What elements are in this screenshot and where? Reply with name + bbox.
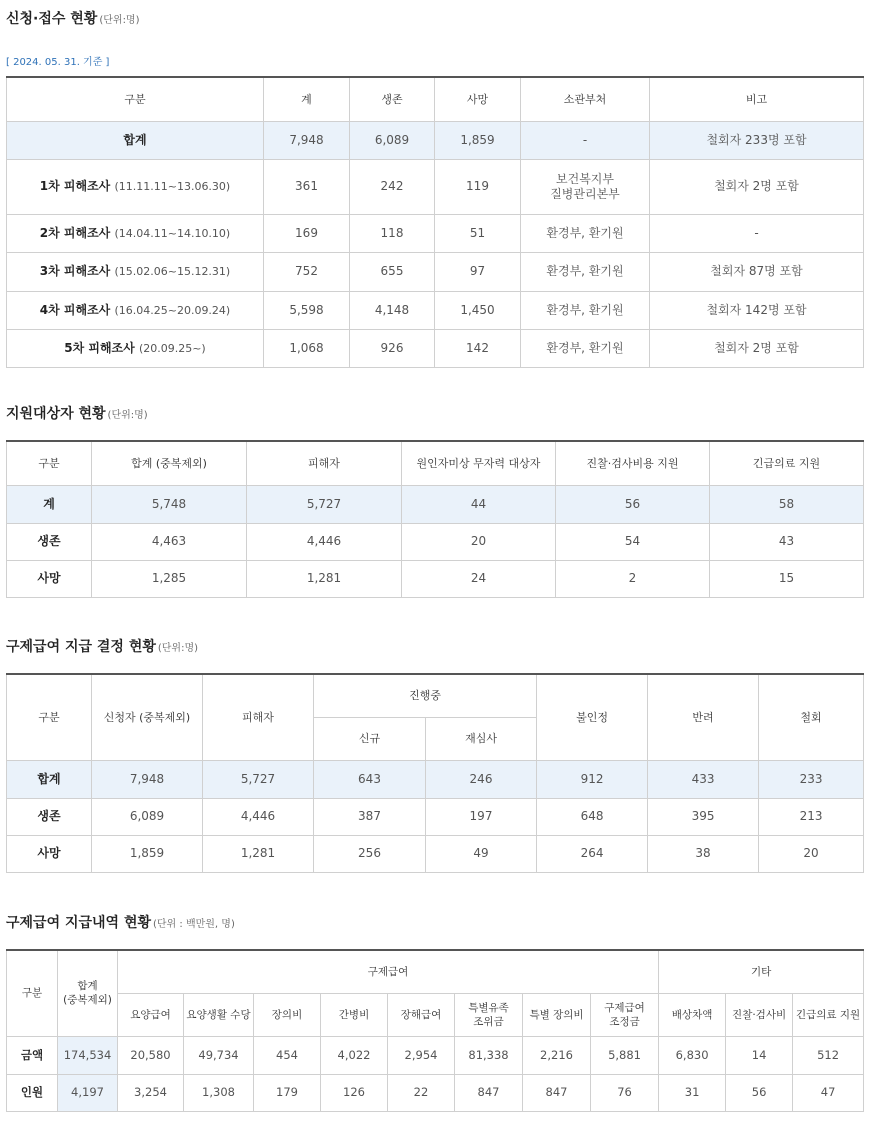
basis-date: [ 2024. 05. 31. 기준 ] <box>6 57 110 68</box>
col-header: 요양생활 수당 <box>184 993 254 1036</box>
table-row <box>7 1074 864 1111</box>
cell: 31 <box>659 1074 726 1111</box>
header-line: 구제급여 <box>604 1001 645 1014</box>
cell: 47 <box>793 1074 864 1111</box>
unit-label: (단위:명) <box>99 15 140 26</box>
cell: 179 <box>254 1074 321 1111</box>
row-label-text: 5차 피해조사 <box>64 340 135 355</box>
section-title-payment-details <box>6 912 235 932</box>
row-label <box>7 159 264 214</box>
row-period: (20.09.25~) <box>138 341 206 355</box>
cell-dead: 97 <box>435 252 521 291</box>
payment-details-table <box>6 949 864 1112</box>
section-title-text: 구제급여 지급 결정 현황 <box>6 639 156 655</box>
cell-note: 철회자 2명 포함 <box>650 329 864 367</box>
col-header: 진찰·검사비용 지원 <box>556 441 710 485</box>
cell: 5,881 <box>591 1036 659 1074</box>
cell: 1,281 <box>203 835 314 872</box>
header-line: 합계 <box>77 980 98 993</box>
cell: 4,463 <box>92 523 247 560</box>
cell-dept: 환경부, 환기원 <box>521 252 650 291</box>
col-header: 간병비 <box>321 993 388 1036</box>
cell: 24 <box>402 560 556 597</box>
cell: 5,727 <box>203 760 314 798</box>
row-label-text: 1차 피해조사 <box>39 179 111 193</box>
cell: 1,859 <box>92 835 203 872</box>
cell-dept: 환경부, 환기원 <box>521 291 650 329</box>
row-label: 계 <box>7 485 92 523</box>
col-header: 장해급여 <box>388 993 455 1036</box>
cell: 233 <box>759 760 864 798</box>
col-header: 구분 <box>7 950 58 1036</box>
header-line: 조위금 <box>473 1015 504 1028</box>
cell: 648 <box>537 798 648 835</box>
cell: 2,216 <box>523 1036 591 1074</box>
cell-dept: 환경부, 환기원 <box>521 329 650 367</box>
cell: 1,281 <box>247 560 402 597</box>
row-label-text: 2차 피해조사 <box>39 225 111 240</box>
section-title-applications <box>6 8 140 28</box>
cell: 4,022 <box>321 1036 388 1074</box>
payment-decisions-table <box>6 673 864 873</box>
col-header: 긴급의료 지원 <box>710 441 864 485</box>
row-label-text: 4차 피해조사 <box>39 302 111 317</box>
col-header: 반려 <box>648 674 759 760</box>
cell: 22 <box>388 1074 455 1111</box>
cell-alive: 6,089 <box>350 121 435 159</box>
col-header: 구분 <box>7 674 92 760</box>
row-period: (14.04.11~14.10.10) <box>114 226 231 240</box>
cell-total: 169 <box>264 214 350 252</box>
col-header: 계 <box>264 77 350 121</box>
col-header: 구분 <box>7 77 264 121</box>
cell-total: 5,598 <box>264 291 350 329</box>
dept-line: 질병관리본부 <box>550 186 620 201</box>
col-header: 신규 <box>314 717 426 760</box>
cell-dead: 142 <box>435 329 521 367</box>
cell-total: 752 <box>264 252 350 291</box>
row-label <box>7 291 264 329</box>
col-header: 장의비 <box>254 993 321 1036</box>
cell-dead: 1,450 <box>435 291 521 329</box>
row-label: 인원 <box>7 1074 58 1111</box>
section-title-text: 지원대상자 현황 <box>6 406 106 422</box>
cell-total: 7,948 <box>264 121 350 159</box>
cell-note: - <box>650 214 864 252</box>
col-header: 원인자미상 무자력 대상자 <box>402 441 556 485</box>
col-header: 진찰·검사비 <box>726 993 793 1036</box>
cell: 5,748 <box>92 485 247 523</box>
cell: 1,308 <box>184 1074 254 1111</box>
cell-note: 철회자 2명 포함 <box>650 159 864 214</box>
col-header-group: 기타 <box>659 950 864 993</box>
unit-label: (단위:명) <box>157 643 199 654</box>
table-row <box>7 252 864 291</box>
cell: 387 <box>314 798 426 835</box>
row-label-text: 3차 피해조사 <box>39 264 111 278</box>
cell-alive: 926 <box>350 329 435 367</box>
cell: 847 <box>523 1074 591 1111</box>
cell-total: 174,534 <box>58 1036 118 1074</box>
row-period: (15.02.06~15.12.31) <box>114 265 231 278</box>
col-header: 소관부처 <box>521 77 650 121</box>
col-header: 구분 <box>7 441 92 485</box>
row-label: 사망 <box>7 560 92 597</box>
table-row <box>7 291 864 329</box>
header-line: 조정금 <box>609 1015 640 1028</box>
cell-dept: - <box>521 121 650 159</box>
table-row <box>7 159 864 214</box>
row-label <box>7 252 264 291</box>
col-header: 합계 (중복제외) <box>92 441 247 485</box>
col-header: 배상차액 <box>659 993 726 1036</box>
cell: 58 <box>710 485 864 523</box>
section-title-text: 구제급여 지급내역 현황 <box>6 915 151 931</box>
table-row <box>7 523 864 560</box>
table-row <box>7 798 864 835</box>
table-row <box>7 1036 864 1074</box>
table-row <box>7 835 864 872</box>
cell: 264 <box>537 835 648 872</box>
section-title-text: 신청·접수 현황 <box>6 11 98 27</box>
cell: 643 <box>314 760 426 798</box>
cell: 4,446 <box>203 798 314 835</box>
col-header: 요양급여 <box>118 993 184 1036</box>
cell-total: 4,197 <box>58 1074 118 1111</box>
col-header <box>455 993 523 1036</box>
cell: 912 <box>537 760 648 798</box>
row-label <box>7 329 264 367</box>
cell: 20 <box>759 835 864 872</box>
support-targets-table <box>6 440 864 598</box>
row-label: 금액 <box>7 1036 58 1074</box>
cell: 49 <box>426 835 537 872</box>
cell: 454 <box>254 1036 321 1074</box>
cell: 256 <box>314 835 426 872</box>
cell: 81,338 <box>455 1036 523 1074</box>
row-label: 생존 <box>7 798 92 835</box>
col-header: 철회 <box>759 674 864 760</box>
table-row <box>7 560 864 597</box>
col-header: 피해자 <box>247 441 402 485</box>
cell: 5,727 <box>247 485 402 523</box>
row-label: 합계 <box>7 760 92 798</box>
table-header-row <box>7 77 864 121</box>
table-header-row <box>7 674 864 717</box>
col-header: 신청자 (중복제외) <box>92 674 203 760</box>
cell-note: 철회자 142명 포함 <box>650 291 864 329</box>
cell-total: 1,068 <box>264 329 350 367</box>
col-header <box>58 950 118 1036</box>
cell: 847 <box>455 1074 523 1111</box>
row-label: 사망 <box>7 835 92 872</box>
cell-dead: 119 <box>435 159 521 214</box>
cell: 6,089 <box>92 798 203 835</box>
unit-label: (단위:명) <box>107 410 148 421</box>
col-header-group: 구제급여 <box>118 950 659 993</box>
table-row <box>7 329 864 367</box>
section-title-payment-decisions <box>6 636 198 656</box>
col-header: 비고 <box>650 77 864 121</box>
table-header-row <box>7 993 864 1036</box>
row-period: (11.11.11~13.06.30) <box>114 180 231 193</box>
cell: 2,954 <box>388 1036 455 1074</box>
cell-note: 철회자 233명 포함 <box>650 121 864 159</box>
col-header: 피해자 <box>203 674 314 760</box>
section-title-support-targets <box>6 403 148 423</box>
cell: 56 <box>726 1074 793 1111</box>
cell: 3,254 <box>118 1074 184 1111</box>
cell: 7,948 <box>92 760 203 798</box>
cell-alive: 655 <box>350 252 435 291</box>
col-header <box>591 993 659 1036</box>
cell-total: 361 <box>264 159 350 214</box>
cell-alive: 118 <box>350 214 435 252</box>
cell: 197 <box>426 798 537 835</box>
cell: 20 <box>402 523 556 560</box>
cell: 38 <box>648 835 759 872</box>
col-header: 생존 <box>350 77 435 121</box>
cell: 44 <box>402 485 556 523</box>
row-label <box>7 214 264 252</box>
table-row <box>7 760 864 798</box>
col-header: 긴급의료 지원 <box>793 993 864 1036</box>
col-header: 특별 장의비 <box>523 993 591 1036</box>
unit-label: (단위 : 백만원, 명) <box>153 919 235 930</box>
cell: 246 <box>426 760 537 798</box>
cell: 433 <box>648 760 759 798</box>
cell: 20,580 <box>118 1036 184 1074</box>
cell-note: 철회자 87명 포함 <box>650 252 864 291</box>
cell: 56 <box>556 485 710 523</box>
dept-line: 보건복지부 <box>556 171 614 186</box>
applications-table <box>6 76 864 368</box>
table-row <box>7 485 864 523</box>
cell: 6,830 <box>659 1036 726 1074</box>
cell: 2 <box>556 560 710 597</box>
cell-dead: 1,859 <box>435 121 521 159</box>
header-line: (중복제외) <box>63 994 112 1007</box>
row-period: (16.04.25~20.09.24) <box>114 303 231 317</box>
cell: 4,446 <box>247 523 402 560</box>
table-header-row <box>7 950 864 993</box>
cell: 1,285 <box>92 560 247 597</box>
cell: 76 <box>591 1074 659 1111</box>
col-header: 사망 <box>435 77 521 121</box>
cell: 126 <box>321 1074 388 1111</box>
cell: 54 <box>556 523 710 560</box>
cell-alive: 242 <box>350 159 435 214</box>
table-row <box>7 214 864 252</box>
cell-dead: 51 <box>435 214 521 252</box>
cell-dept: 환경부, 환기원 <box>521 214 650 252</box>
col-header: 재심사 <box>426 717 537 760</box>
cell: 512 <box>793 1036 864 1074</box>
table-row <box>7 121 864 159</box>
cell: 395 <box>648 798 759 835</box>
row-label: 생존 <box>7 523 92 560</box>
row-label: 합계 <box>7 121 264 159</box>
col-header: 불인정 <box>537 674 648 760</box>
cell-dept <box>521 159 650 214</box>
cell-alive: 4,148 <box>350 291 435 329</box>
cell: 15 <box>710 560 864 597</box>
table-header-row <box>7 441 864 485</box>
cell: 43 <box>710 523 864 560</box>
cell: 49,734 <box>184 1036 254 1074</box>
cell: 213 <box>759 798 864 835</box>
col-header-group: 진행중 <box>314 674 537 717</box>
cell: 14 <box>726 1036 793 1074</box>
header-line: 특별유족 <box>468 1001 509 1014</box>
